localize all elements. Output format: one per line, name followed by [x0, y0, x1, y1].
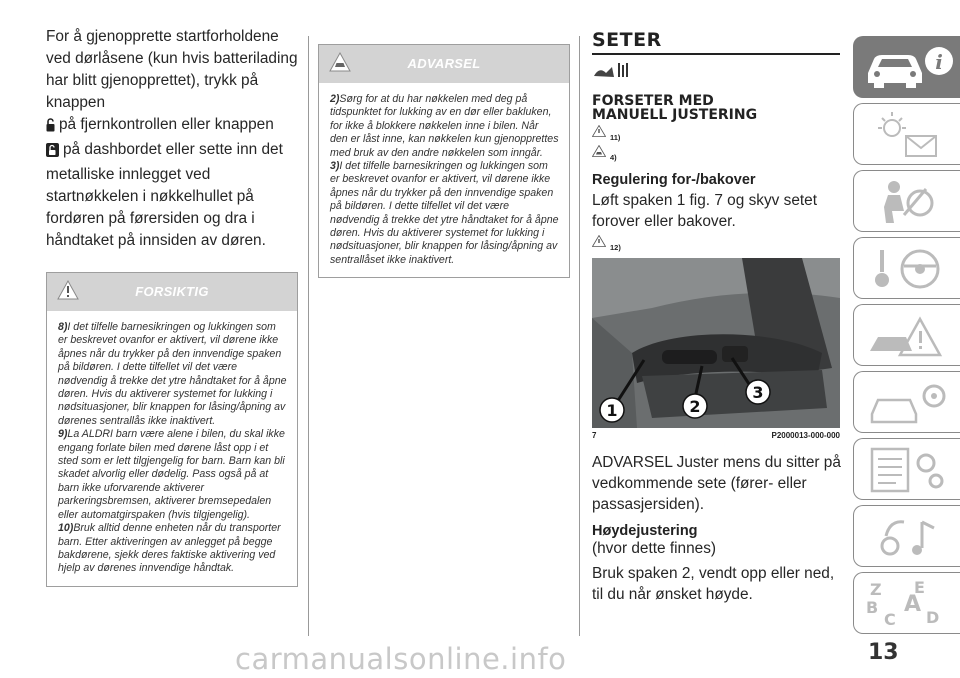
- warning-header: [319, 45, 569, 83]
- svg-text:A: A: [904, 592, 922, 617]
- tab-maintenance[interactable]: [853, 371, 960, 433]
- callout-3: [746, 380, 770, 404]
- warning-lights-icon: [864, 110, 956, 160]
- caution-item: 9)La ALDRI barn være alene i bilen, du skal ikke engang forlate bilen med dørene låst opp i et sted som er lett tilgjengelig for barn. Barn kan bli skadet alvorlig eller dødelig. Pass også på at barn ikke uforvarende aktiverer parkeringsbremsen, aktiverer bremsepedalen eller automatgirspaken (hvis tilgjengelig).: [58, 428, 285, 521]
- svg-text:E: E: [914, 579, 925, 597]
- svg-text:B: B: [866, 598, 879, 617]
- figure-number: 7: [592, 431, 597, 440]
- warning-body: [319, 83, 569, 277]
- svg-text:D: D: [926, 608, 940, 627]
- para-fore-aft: Løft spaken 1 fig. 7 og skyv setet forover eller bakover.: [592, 192, 817, 230]
- tab-warning-lights[interactable]: [853, 103, 960, 165]
- small-warning-icon: [592, 124, 606, 142]
- multimedia-icon: [864, 512, 956, 562]
- subsection-title: FORSETER MED MANUELL JUSTERING: [592, 93, 758, 123]
- small-car-warning-icon: [592, 144, 606, 162]
- tab-emergency[interactable]: [853, 304, 960, 366]
- svg-text:3: 3: [752, 383, 764, 402]
- intro-text-part3: på dashbordet eller sette inn det metalliske innlegget ved startnøkkelen i nøkkelhullet på fordøren på førersiden og dra i håndtaket på innsiden av døren.: [46, 141, 283, 249]
- airbag-icon: [864, 177, 956, 227]
- tab-specifications[interactable]: [853, 438, 960, 500]
- watermark: carmanualsonline.info: [235, 642, 567, 676]
- car-service-icon: [864, 378, 956, 428]
- heading-height: Høydejustering: [592, 523, 698, 539]
- caution-box: [46, 272, 298, 587]
- seat-figure: [592, 258, 840, 428]
- warning-box: [318, 44, 570, 278]
- warning-item: 2)Sørg for at du har nøkkelen med deg på tidspunktet for lukking av en dør eller bakluken, for ikke å blokkere nøkkelen inne i bilen. Når den er låst inne, kan nøkkelen kun gjenopprettes med bruk av den andre nøkkelen som inngår.: [330, 93, 559, 159]
- intro-text-part1: For å gjenopprette startforholdene ved dørlåsene (kun hvis batterilading har blitt gjenopprettet), trykk på knappen: [46, 28, 298, 111]
- caution-item: 10)Bruk alltid denne enheten når du transporter barn. Etter aktiveringen av anlegget på begge bakdørene, sjekk deres faktiske aktivering ved hjelp av dørenes innvendige håndtak.: [58, 522, 281, 575]
- accident-icon: [864, 311, 956, 361]
- tab-safety[interactable]: [853, 170, 960, 232]
- svg-text:i: i: [935, 50, 943, 74]
- svg-text:Z: Z: [870, 580, 882, 599]
- caution-title: FORSIKTIG: [135, 284, 209, 299]
- caution-item: 8)I det tilfelle barnesikringen og lukkingen som er beskrevet ovanfor er aktivert, vil dørene ikke åpnes når du trykker på den innvendige spaken på bildøren. I dette tilfellet vil det være nødvendig å trekke det ytre håndtaket for å åpne døren. Hvis du aktiverer systemet for lukking i nødsituasjoner, blir knappen for låsing/åpning av dørenes sentrallås ikke inaktivert.: [58, 321, 287, 427]
- para-height: Bruk spaken 2, vendt opp eller ned, til du når ønsket høyde.: [592, 565, 835, 603]
- figure-code: P2000013-000-000: [771, 431, 840, 440]
- callout-2: [683, 394, 707, 418]
- ref-warning-4: 4): [592, 142, 842, 162]
- steering-key-icon: [864, 244, 956, 294]
- small-warning-icon: [592, 234, 606, 252]
- tab-car-info[interactable]: [853, 36, 960, 98]
- section-rule: [592, 53, 840, 55]
- page-number: 13: [868, 640, 899, 665]
- tab-index[interactable]: [853, 572, 960, 634]
- ref-warning-11: 11): [592, 122, 842, 142]
- lock-open-icon: [46, 117, 55, 139]
- figure-caption: [592, 431, 840, 440]
- warning-item: 3)I det tilfelle barnesikringen og lukkingen som er beskrevet ovanfor er aktivert, vil dørene ikke åpnes når du trykker på den innvendige spaken på bildøren. I dette tilfellet vil det være nødvendig å trekke det ytre håndtaket for å åpne døren. Hvis du aktiverer systemet for lukking i nødsituasjoner, blir knappen for låsing/åpning av sentrallåset ikke inaktivert.: [330, 160, 559, 266]
- intro-text-part2: på fjernkontrollen eller knappen: [59, 116, 274, 133]
- column-2: [318, 44, 568, 278]
- lock-open-dashboard-icon: [46, 142, 59, 164]
- section-title: SETER: [592, 29, 662, 51]
- caution-body: [47, 311, 297, 586]
- index-icon: [864, 579, 956, 629]
- ref-warning-12: 12): [592, 232, 842, 252]
- caution-header: [47, 273, 297, 311]
- intro-paragraph: [46, 26, 298, 252]
- seat-icon: [592, 61, 842, 86]
- car-info-icon: [864, 43, 956, 93]
- column-divider: [308, 36, 309, 636]
- callout-1: [600, 398, 624, 422]
- column-divider: [579, 36, 580, 636]
- heading-fore-aft: Regulering for-/bakover: [592, 172, 756, 188]
- svg-text:2: 2: [689, 397, 701, 416]
- car-warning-icon: [329, 52, 351, 77]
- svg-text:1: 1: [606, 401, 618, 420]
- warning-triangle-icon: [57, 280, 79, 305]
- tab-multimedia[interactable]: [853, 505, 960, 567]
- tab-starting[interactable]: [853, 237, 960, 299]
- para-warning-adjust: ADVARSEL Juster mens du sitter på vedkommende sete (fører- eller passasjersiden).: [592, 454, 841, 513]
- specifications-icon: [864, 445, 956, 495]
- svg-text:C: C: [884, 610, 896, 629]
- heading-height-sub: (hvor dette finnes): [592, 540, 717, 557]
- warning-title: ADVARSEL: [407, 56, 481, 71]
- chapter-sidebar: [853, 0, 960, 678]
- column-3: [592, 30, 842, 605]
- column-1: [46, 26, 298, 587]
